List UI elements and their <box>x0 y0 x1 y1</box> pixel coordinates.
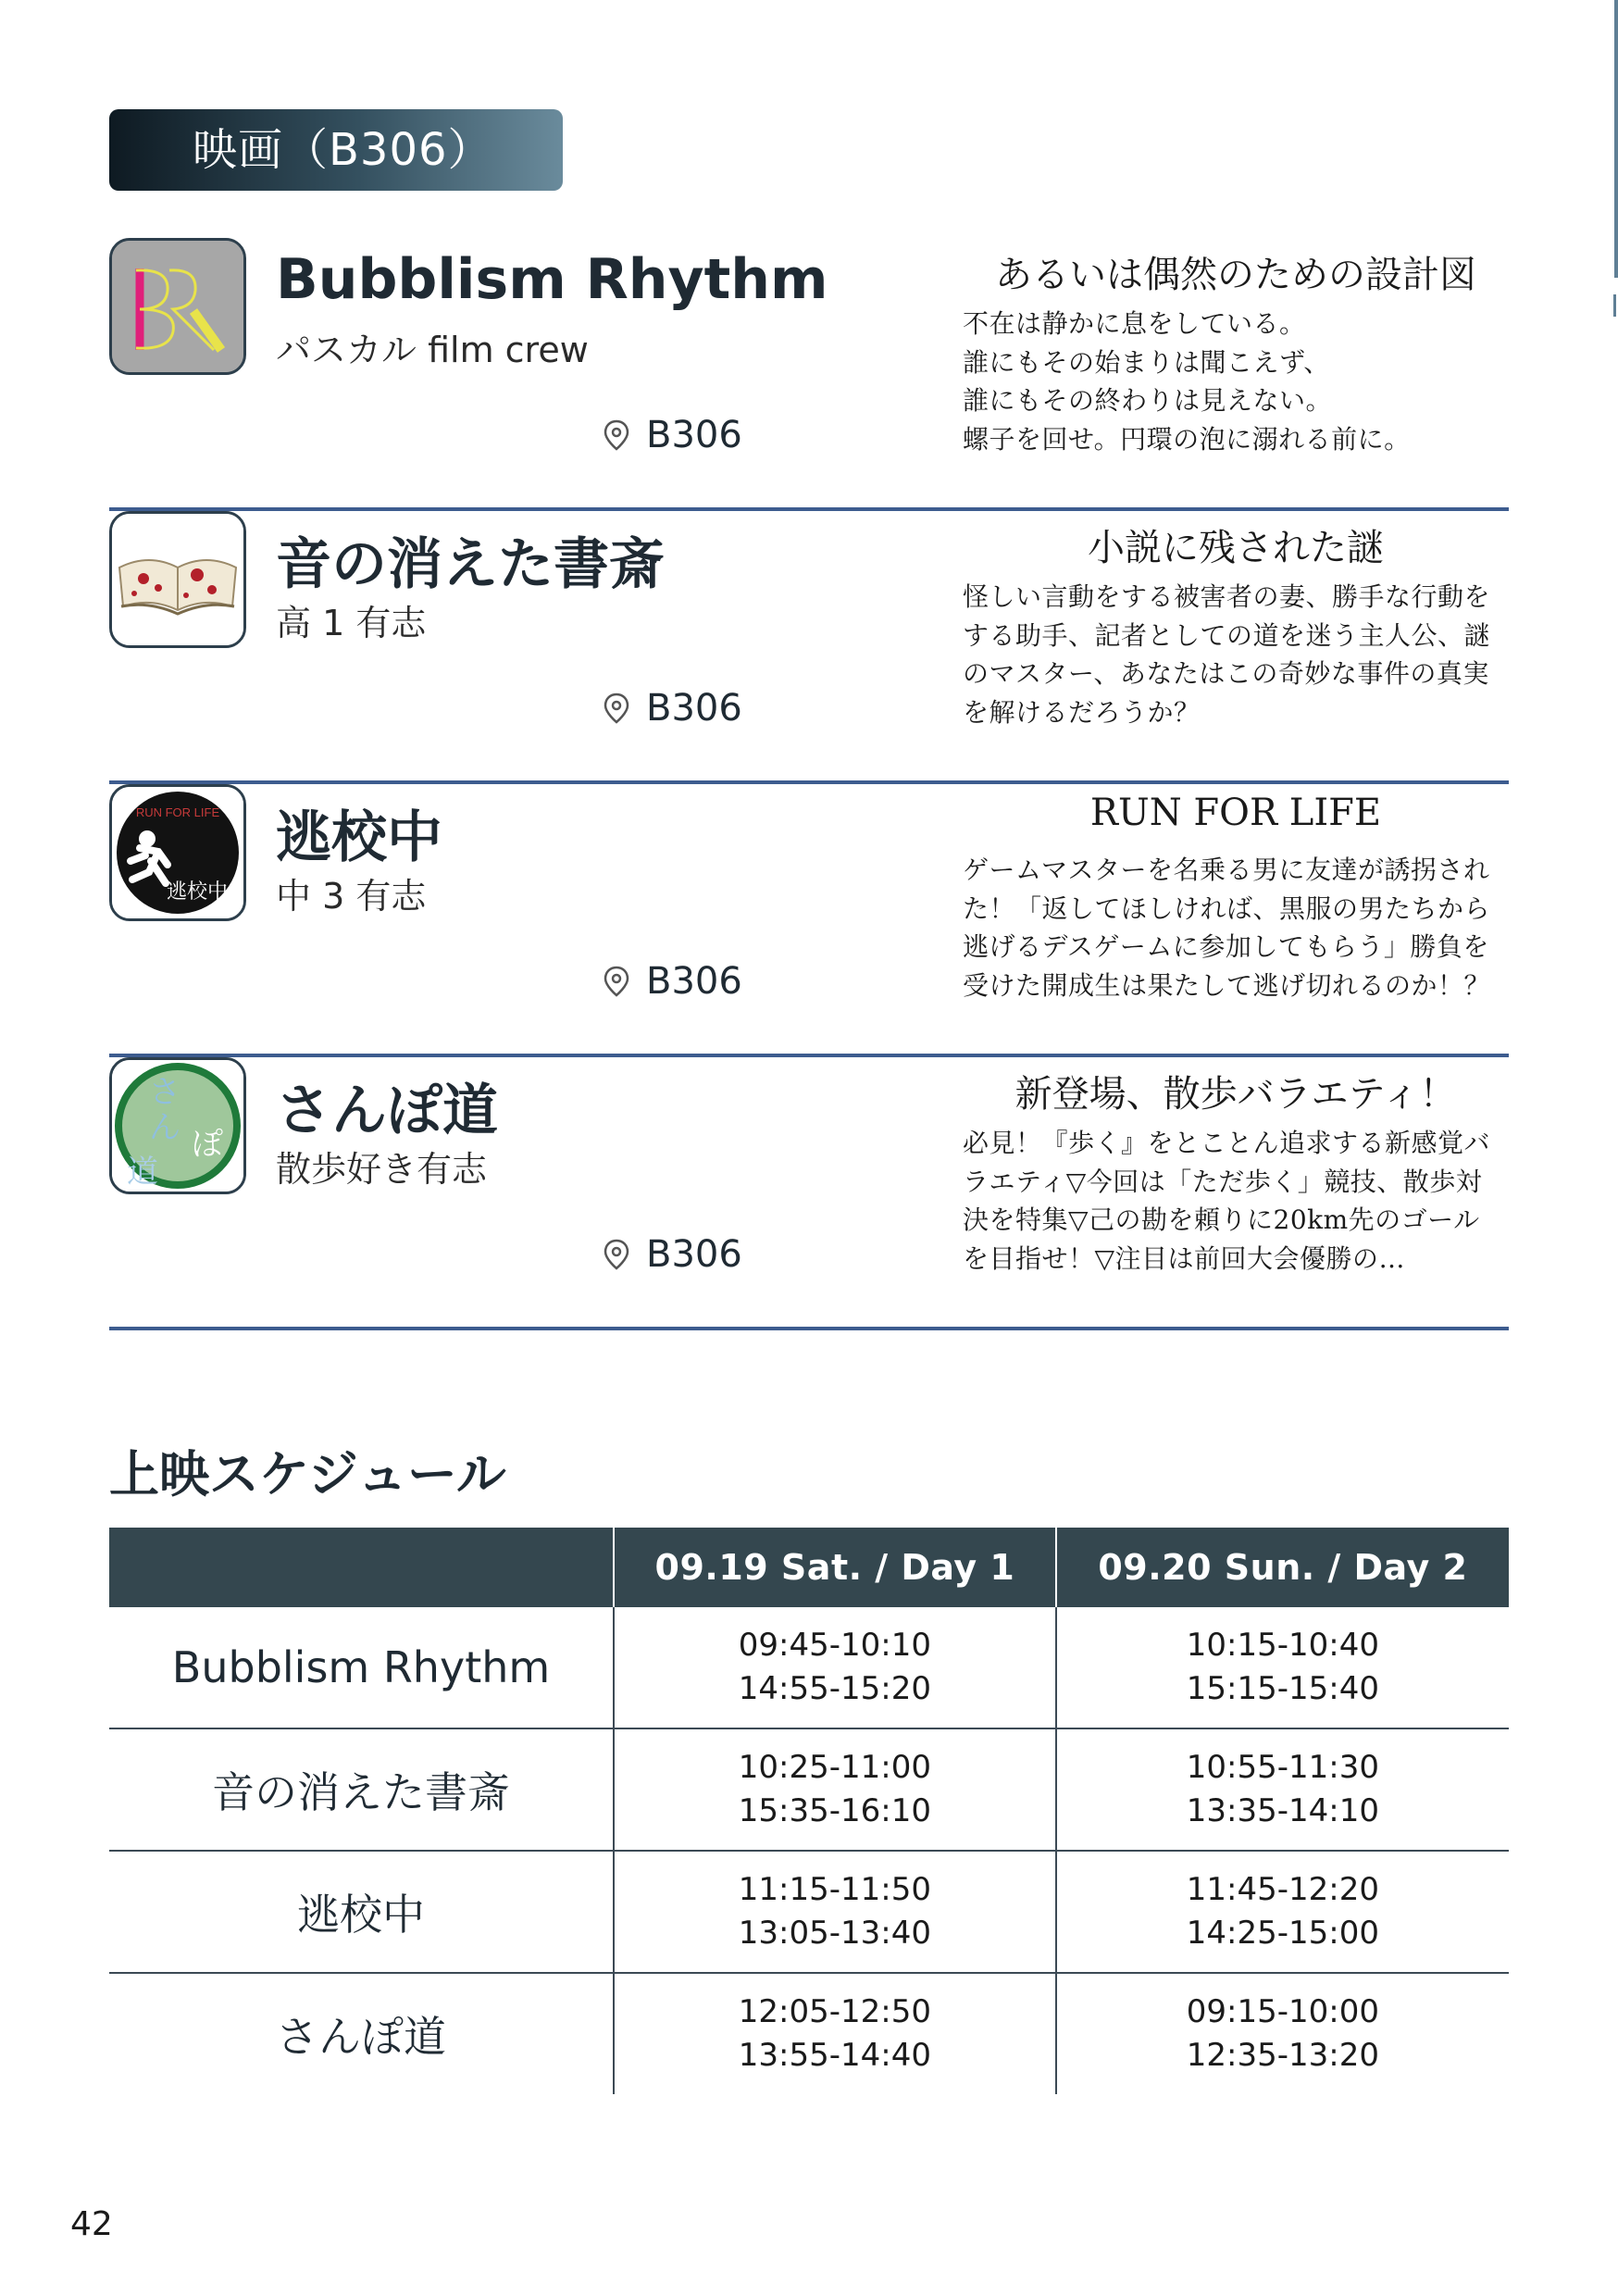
time-slot: 09:15-10:00 <box>1186 1993 1380 2030</box>
film-group: 中 3 有志 <box>276 876 427 917</box>
time-slot: 14:25-15:00 <box>1186 1915 1380 1952</box>
location-pin-icon <box>604 1239 629 1270</box>
film-entry <box>109 784 1509 1057</box>
day1-times-cell <box>614 1728 1056 1851</box>
page-edge-tab-small <box>1613 294 1616 317</box>
description-line: 不在は静かに息をしている。 <box>963 308 1306 339</box>
table-row <box>109 1607 1509 1728</box>
day2-times-cell <box>1056 1607 1509 1728</box>
location-pin-icon <box>604 966 629 997</box>
description-line: 必見！『歩く』をとことん追求する新感覚バ <box>963 1128 1491 1158</box>
film-location <box>604 960 742 1003</box>
time-slot: 13:55-14:40 <box>738 2037 932 2074</box>
description-line: 逃げるデスゲームに参加してもらう」勝負を <box>963 931 1489 962</box>
film-group: 高 1 有志 <box>276 603 427 643</box>
location-text: B306 <box>646 1233 742 1276</box>
thumb-text: 道 <box>127 1154 158 1191</box>
description-line: 螺子を回せ。円環の泡に溺れる前に。 <box>963 423 1411 455</box>
film-location <box>604 687 742 730</box>
header-cell: 09.19 Sat. / Day 1 <box>614 1528 1056 1607</box>
time-slot: 11:15-11:50 <box>738 1871 932 1908</box>
film-tagline: あるいは偶然のための設計図 <box>995 254 1476 296</box>
time-slot: 10:55-11:30 <box>1186 1749 1380 1786</box>
location-text: B306 <box>646 414 742 456</box>
description-line: 誰にもその始まりは聞こえず、 <box>963 346 1330 378</box>
film-entry <box>109 238 1509 511</box>
bloodied-book-image <box>109 511 246 648</box>
table-row <box>109 1973 1509 2094</box>
sanpo-michi-logo <box>109 1057 246 1194</box>
time-slot: 12:05-12:50 <box>738 1993 932 2030</box>
description-line: を目指せ！▽注目は前回大会優勝の… <box>963 1242 1406 1274</box>
location-pin-icon <box>604 419 629 451</box>
location-text: B306 <box>646 960 742 1003</box>
thumb-text: 逃校中 <box>166 880 229 904</box>
description-line: 決を特集▽己の勘を頼りに20km先のゴール <box>963 1204 1480 1235</box>
film-description <box>963 1124 1509 1278</box>
time-slot: 10:25-11:00 <box>738 1749 932 1786</box>
thumb-text: ぽ <box>192 1126 223 1163</box>
table-row <box>109 1728 1509 1851</box>
film-description <box>963 305 1509 458</box>
description-line: 受けた開成生は果たして逃げ切れるのか！？ <box>963 969 1491 1001</box>
time-slot: 12:35-13:20 <box>1186 2037 1380 2074</box>
film-tagline: RUN FOR LIFE <box>1089 792 1382 834</box>
film-description <box>963 851 1509 1004</box>
film-description <box>963 578 1509 731</box>
film-title: Bubblism Rhythm <box>276 247 828 312</box>
film-location <box>604 414 742 456</box>
film-entry <box>109 1057 1509 1330</box>
film-name-cell: Bubblism Rhythm <box>171 1642 551 1692</box>
thumb-text: RUN FOR LIFE <box>135 805 220 819</box>
film-group: パスカル film crew <box>276 330 589 370</box>
thumb-text: さ <box>149 1074 180 1111</box>
table-row <box>109 1851 1509 1973</box>
time-slot: 10:15-10:40 <box>1186 1627 1380 1664</box>
location-text: B306 <box>646 687 742 730</box>
page-number: 42 <box>70 2205 113 2243</box>
description-line: 誰にもその終わりは見えない。 <box>963 385 1333 416</box>
film-title: さんぽ道 <box>276 1079 498 1143</box>
bubblism-rhythm-logo <box>109 238 246 375</box>
description-line: する助手、記者としての道を迷う主人公、謎 <box>963 619 1491 651</box>
entry-divider <box>109 1327 1509 1330</box>
day2-times-cell <box>1056 1728 1509 1851</box>
description-line: を解けるだろうか？ <box>963 696 1201 728</box>
description-line: た！「返してほしければ、黒服の男たちから <box>963 892 1491 924</box>
thumb-text: ん <box>149 1109 180 1146</box>
film-location <box>604 1233 742 1276</box>
film-name-cell: 逃校中 <box>109 1851 614 1973</box>
film-tagline: 小説に残された謎 <box>1088 527 1384 569</box>
day1-times-cell <box>614 1607 1056 1728</box>
description-line: 怪しい言動をする被害者の妻、勝手な行動を <box>963 581 1491 612</box>
time-slot: 13:05-13:40 <box>738 1915 932 1952</box>
header-cell: 09.20 Sun. / Day 2 <box>1056 1528 1509 1607</box>
page-edge-tab <box>1614 0 1618 278</box>
film-entry <box>109 511 1509 784</box>
day2-times-cell <box>1056 1973 1509 2094</box>
day2-times-cell <box>1056 1851 1509 1973</box>
time-slot: 13:35-14:10 <box>1186 1792 1380 1829</box>
time-slot: 09:45-10:10 <box>738 1627 932 1664</box>
section-label: 映画（B306） <box>109 109 563 191</box>
film-title: 逃校中 <box>276 805 442 870</box>
day1-times-cell <box>614 1973 1056 2094</box>
schedule-header-row <box>109 1528 1509 1607</box>
time-slot: 11:45-12:20 <box>1186 1871 1380 1908</box>
time-slot: 15:15-15:40 <box>1186 1670 1380 1707</box>
day1-times-cell <box>614 1851 1056 1973</box>
time-slot: 14:55-15:20 <box>738 1670 932 1707</box>
film-title: 音の消えた書斎 <box>276 532 665 597</box>
time-slot: 15:35-16:10 <box>738 1792 932 1829</box>
film-group: 散歩好き有志 <box>276 1149 488 1190</box>
description-line: ゲームマスターを名乗る男に友達が誘拐され <box>963 855 1490 885</box>
film-tagline: 新登場、散歩バラエティ！ <box>1014 1073 1457 1116</box>
description-line: のマスター、あなたはこの奇妙な事件の真実 <box>963 658 1489 689</box>
film-name-cell: さんぽ道 <box>109 1973 614 2094</box>
film-name-cell: 音の消えた書斎 <box>109 1728 614 1851</box>
description-line: ラエティ▽今回は「ただ歩く」競技、散歩対 <box>963 1166 1483 1197</box>
running-man-logo <box>109 784 246 921</box>
schedule-table <box>109 1528 1509 2094</box>
header-cell <box>109 1528 614 1607</box>
schedule-title: 上映スケジュール <box>109 1445 506 1504</box>
location-pin-icon <box>604 693 629 724</box>
